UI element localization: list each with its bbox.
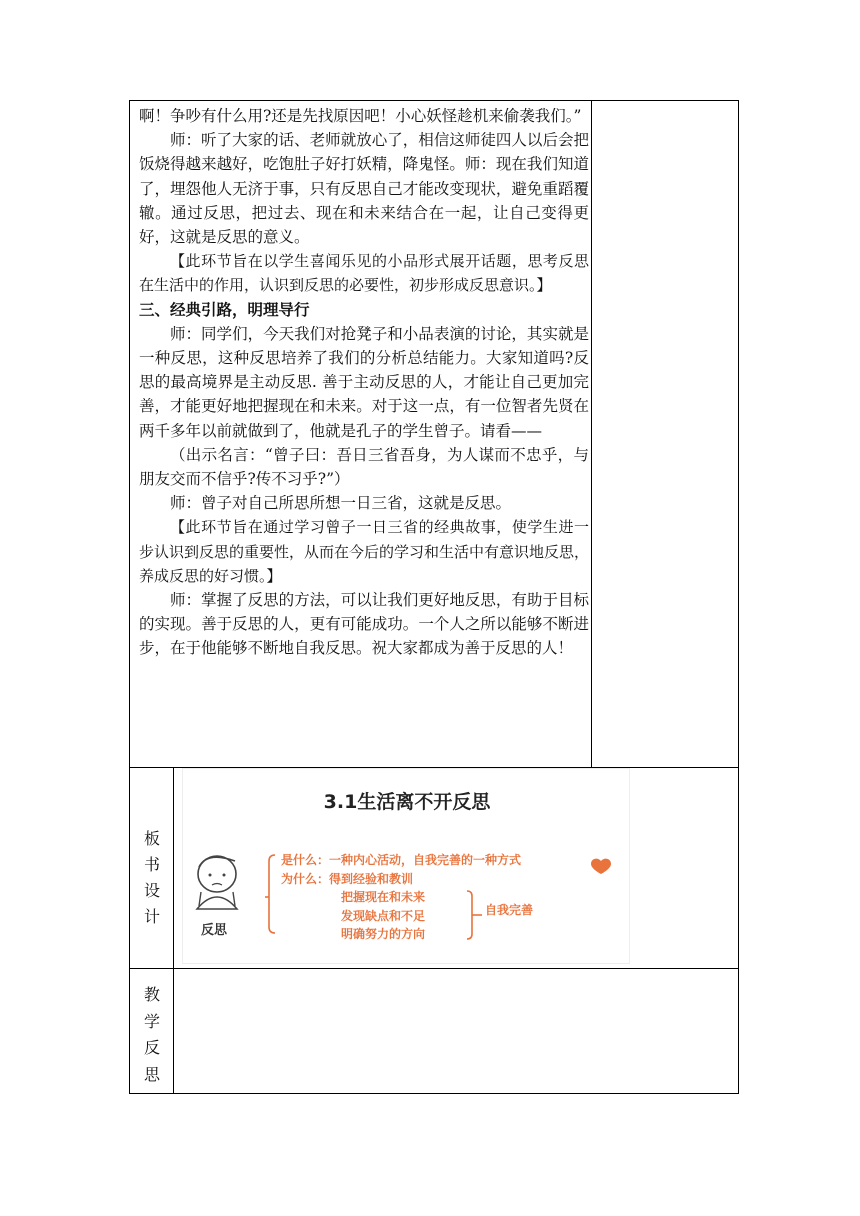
board-line-flaws: 发现缺点和不足: [341, 908, 426, 923]
label-char: 板: [143, 829, 160, 848]
label-char: 教: [143, 985, 160, 1004]
label-char: 学: [143, 1011, 160, 1031]
label-char: 书: [143, 855, 160, 874]
table-bottom-border: [129, 1093, 739, 1094]
lesson-content: [139, 104, 589, 661]
reflection-label: [130, 982, 174, 1088]
board-line-what: 是什么：一种内心活动，自我完善的一种方式: [281, 853, 522, 867]
label-char: 思: [143, 1064, 160, 1084]
board-figure-caption: 反思: [201, 923, 228, 938]
table-top-border: [129, 100, 739, 101]
row-divider-reflection: [129, 968, 739, 969]
table-left-border: [129, 100, 130, 1094]
board-title: 3.1生活离不开反思: [323, 791, 491, 813]
heart-icon: [591, 859, 611, 874]
table-right-border: [738, 100, 739, 1094]
label-char: 反: [143, 1038, 160, 1057]
column-divider-notes: [591, 100, 592, 768]
paragraph-dialog-end: 啊！争吵有什么用?还是先找原因吧！小心妖怪趁机来偷袭我们。”: [139, 107, 582, 125]
section-heading: 三、经典引路，明理导行: [139, 300, 310, 319]
paragraph-teacher-1: 师：听了大家的话、老师就放心了，相信这师徒四人以后会把饭烧得越来越好，吃饱肚子好打妖精，降鬼怪。师：现在我们知道了，埋怨他人无济于事，只有反思自己才能改变现状，避免重蹈覆辙。通过反思，把过去、现在和未来结合在一起，让自己变得更好，这就是反思的意义。: [139, 131, 589, 247]
paragraph-teacher-4: 师：掌握了反思的方法，可以让我们更好地反思，有助于目标的实现。善于反思的人，更有可能成功。一个人之所以能够不断进步，在于他能够不断地自我反思。祝大家都成为善于反思的人！: [139, 591, 589, 658]
paragraph-teacher-3: 师：曾子对自己所思所想一日三省，这就是反思。: [170, 494, 512, 513]
board-line-direction: 明确努力的方向: [341, 927, 426, 941]
paragraph-quote: （出示名言：“曾子曰：吾日三省吾身，为人谋而不忠乎，与朋友交而不信乎?传不习乎?”）: [139, 445, 589, 489]
board-design-label: [130, 826, 174, 930]
label-char: 设: [143, 881, 160, 900]
paragraph-teacher-2: 师：同学们，今天我们对抢凳子和小品表演的讨论，其实就是一种反思，这种反思培养了我们的分析总结能力。大家知道吗?反思的最高境界是主动反思. 善于主动反思的人，才能让自己更加完善，才能更好地把握现在和未来。对于这一点，有一位智者先贤在两千多年以前就做到了，他就是孔子的学生曾子。请看——: [139, 324, 589, 440]
board-lines: [281, 851, 521, 944]
board-line-grasp: 把握现在和未来: [341, 890, 426, 904]
label-char: 计: [143, 907, 160, 926]
board-line-why: 为什么：得到经验和教训: [281, 871, 414, 886]
board-design-image: [182, 768, 630, 964]
paragraph-note-2: 【此环节旨在通过学习曾子一日三省的经典故事，使学生进一步认识到反思的重要性，从而在今后的学习和生活中有意识地反思，养成反思的好习惯。】: [139, 518, 590, 585]
board-conclusion: 自我完善: [485, 903, 534, 917]
paragraph-note-1: 【此环节旨在以学生喜闻乐见的小品形式展开话题，思考反思在生活中的作用，认识到反思的必要性，初步形成反思意识。】: [139, 252, 589, 295]
